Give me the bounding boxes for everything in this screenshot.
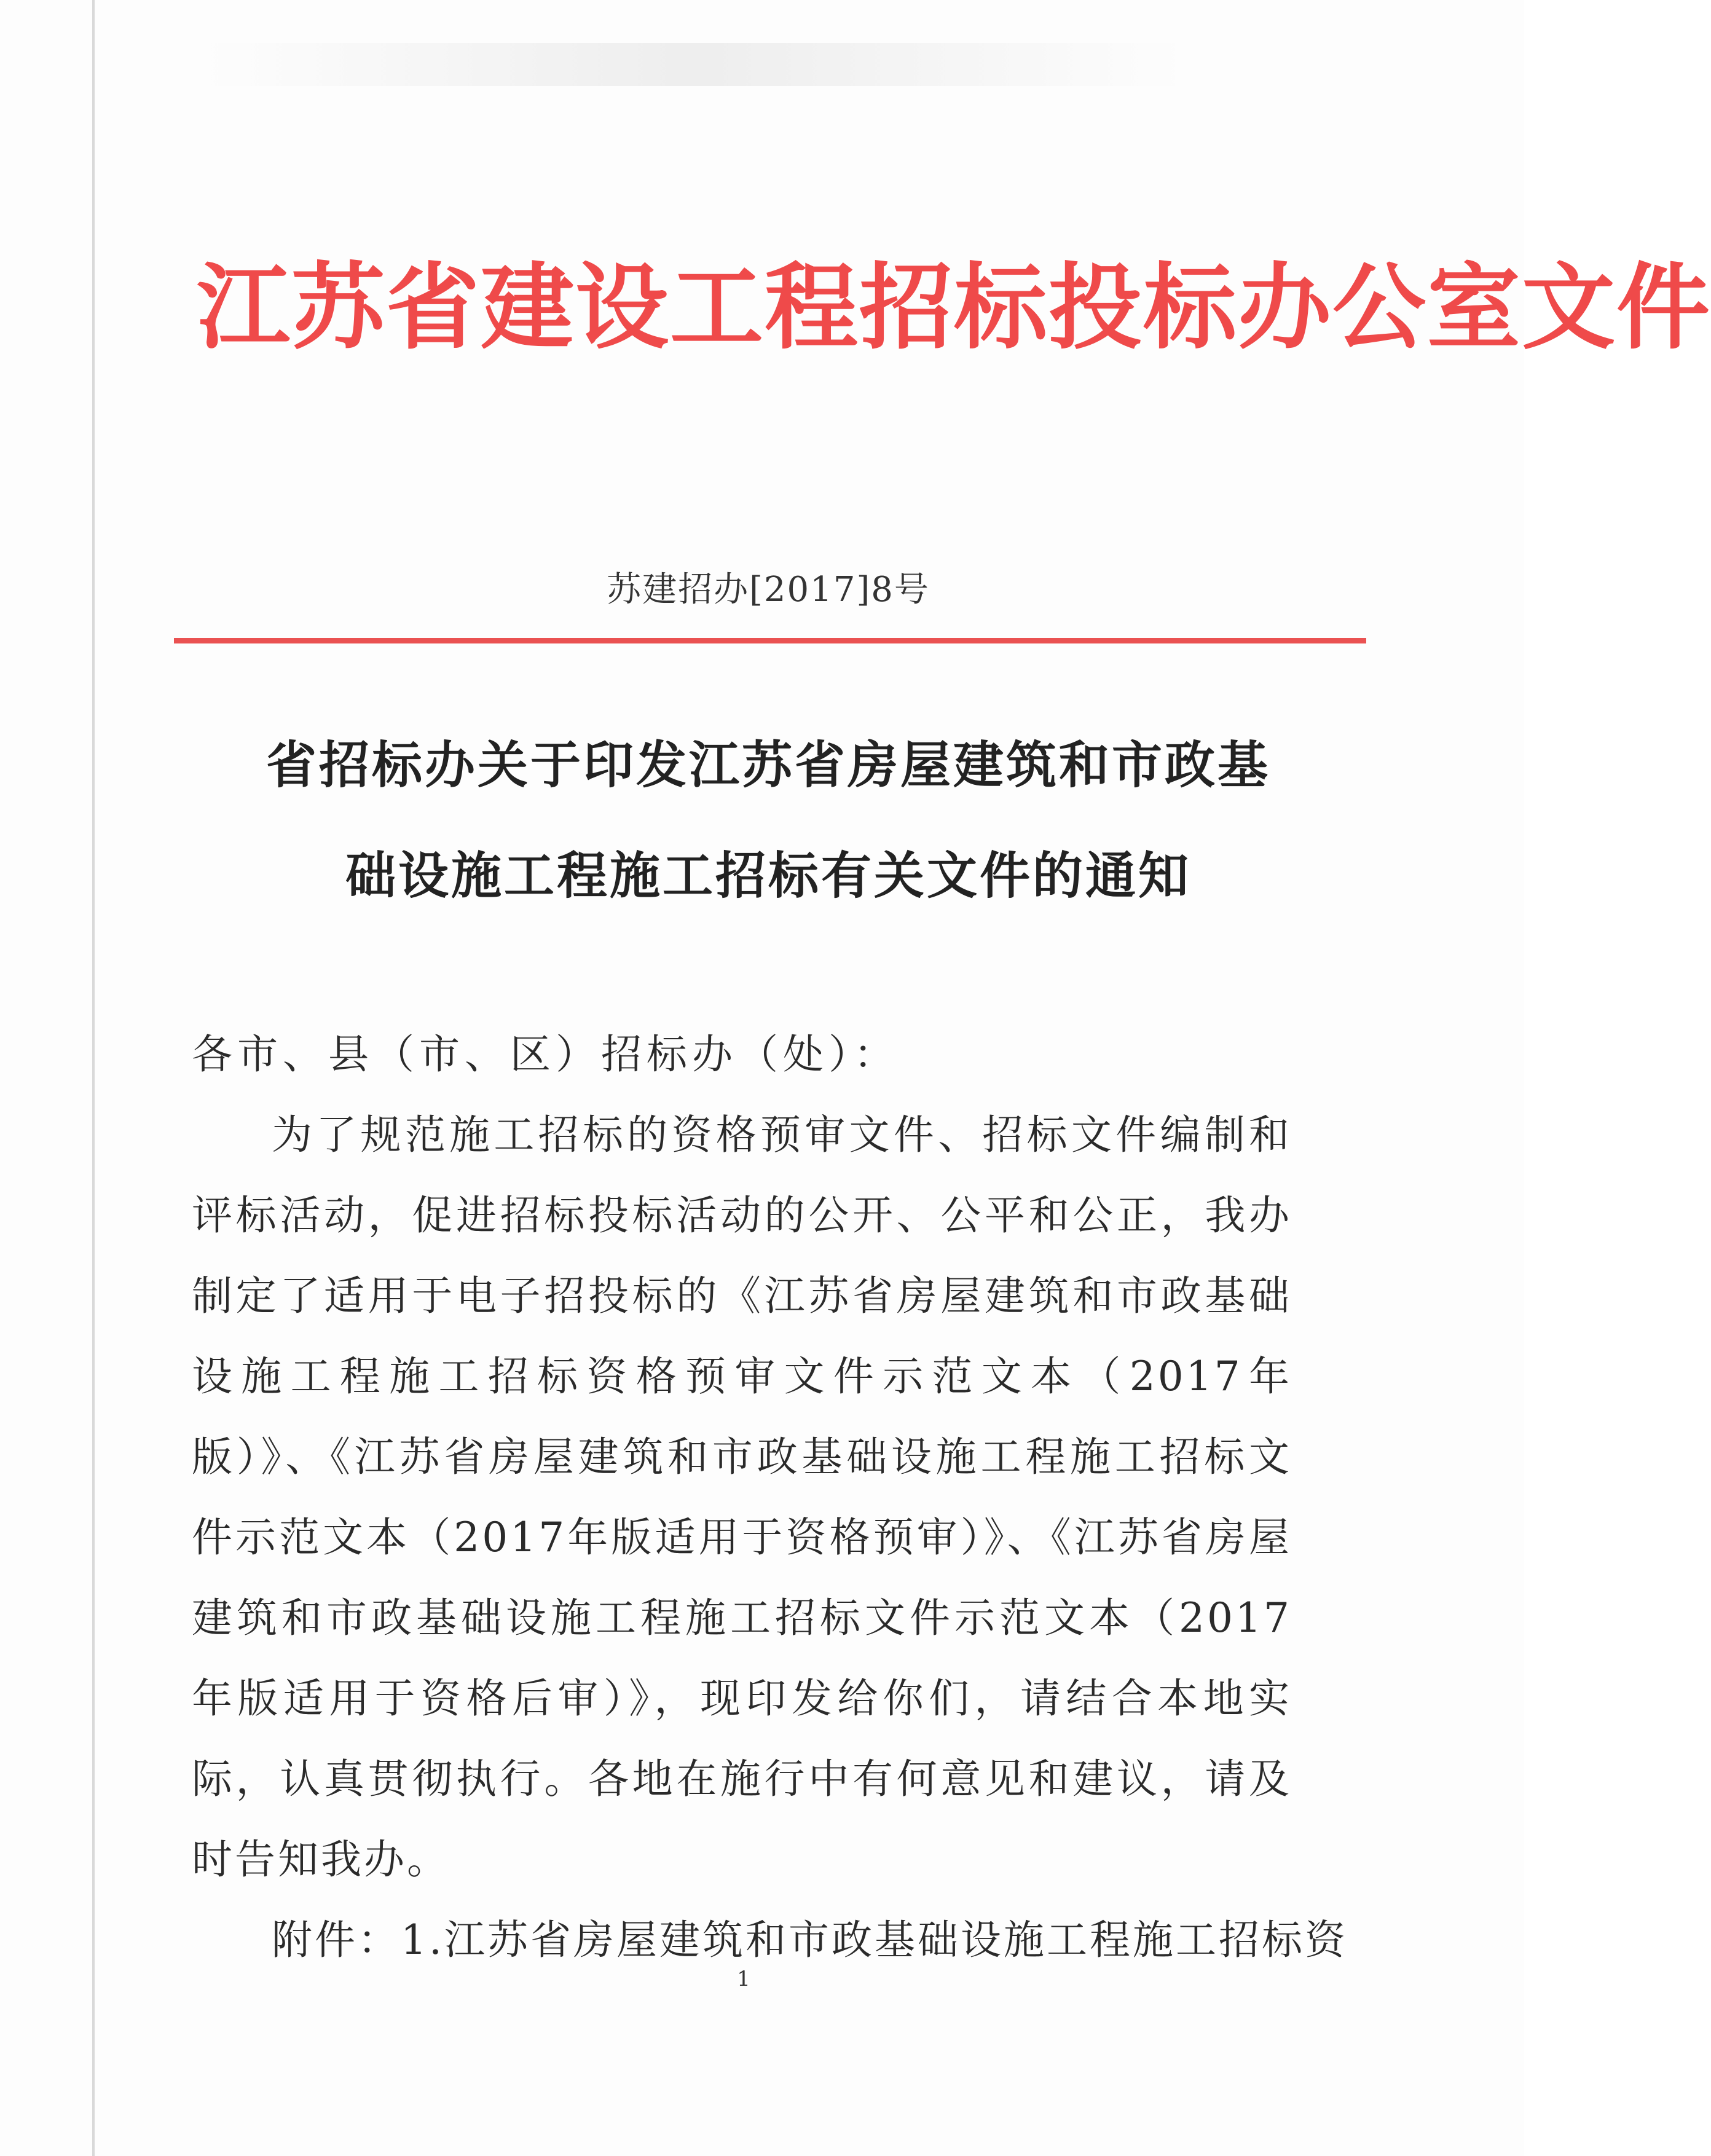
- notice-title-line-2: 础设施工程施工招标有关文件的通知: [345, 846, 1191, 905]
- agency-header-title: 江苏省建设工程招标投标办公室文件: [197, 252, 1711, 362]
- scan-top-shadow: [203, 43, 1186, 86]
- notice-body: [192, 1014, 1348, 1980]
- scan-left-edge: [92, 0, 95, 2156]
- salutation: 各市、县（市、区）招标办（处）：: [192, 1031, 899, 1078]
- notice-title-line-1: 省招标办关于印发江苏省房屋建筑和市政基: [266, 736, 1270, 795]
- page-number: 1: [737, 1967, 750, 1991]
- body-paragraph: 为了规范施工招标的资格预审文件、招标文件编制和评标活动，促进招标投标活动的公开、公平和公正，我办制定了适用于电子招投标的《江苏省房屋建筑和市政基础设施工程施工招标资格预审文件示范文本（2017年版）》、《江苏省房屋建筑和市政基础设施工程施工招标文件示范文本（2017年版适用于资格预审）》、《江苏省房屋建筑和市政基础设施工程施工招标文件示范文本（2017年版适用于资格后审）》，现印发给你们，请结合本地实际，认真贯彻执行。各地在施行中有何意见和建议，请及时告知我办。: [192, 1111, 1292, 1883]
- document-number: 苏建招办[2017]8号: [607, 570, 930, 610]
- notice-title: [184, 710, 1352, 931]
- attachment-line: 附件：1.江苏省房屋建筑和市政基础设施工程施工招标资: [272, 1916, 1348, 1964]
- header-red-rule: [174, 638, 1366, 643]
